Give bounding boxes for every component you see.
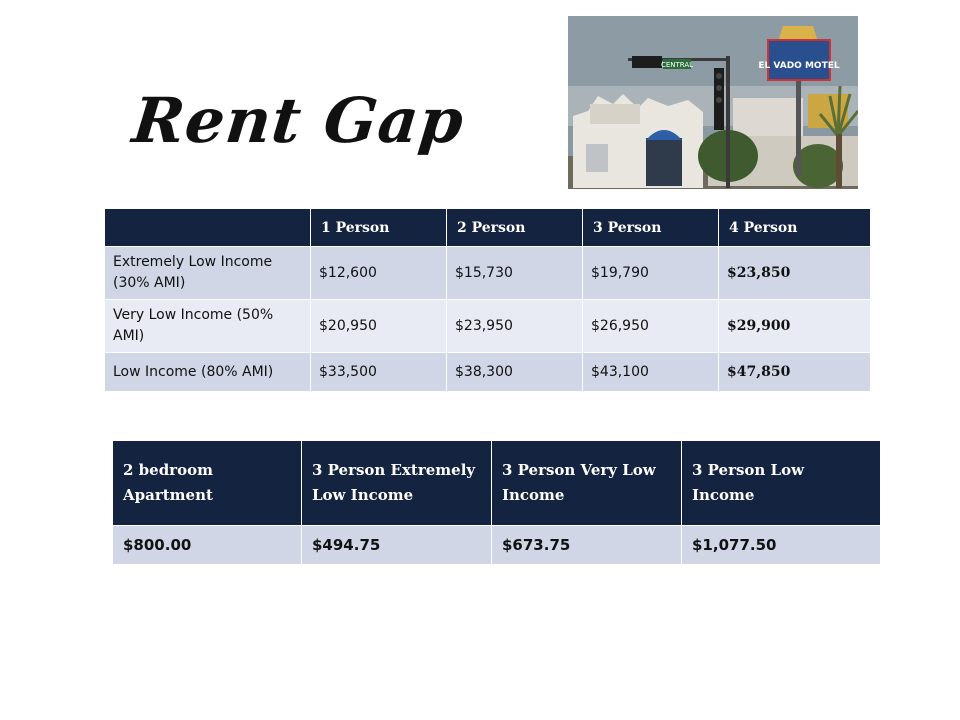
row-label: Extremely Low Income (30% AMI): [105, 247, 311, 300]
row-label: Low Income (80% AMI): [105, 353, 311, 392]
income-header-3-person: 3 Person: [583, 209, 719, 247]
table-row: [113, 526, 881, 565]
table-cell: $494.75: [302, 526, 492, 565]
motel-photo: [568, 16, 858, 189]
income-header-2-person: 2 Person: [447, 209, 583, 247]
table-cell: $47,850: [719, 353, 871, 392]
rent-header-low: 3 Person Low Income: [682, 441, 881, 526]
rent-header-extremely-low: 3 Person Extremely Low Income: [302, 441, 492, 526]
table-cell: $38,300: [447, 353, 583, 392]
table-cell: $19,790: [583, 247, 719, 300]
rent-comparison-table: [112, 440, 881, 565]
table-cell: $23,850: [719, 247, 871, 300]
rent-header-row: [113, 441, 881, 526]
rent-header-apartment: 2 bedroom Apartment: [113, 441, 302, 526]
row-label: Very Low Income (50% AMI): [105, 300, 311, 353]
income-header-1-person: 1 Person: [311, 209, 447, 247]
table-cell: $800.00: [113, 526, 302, 565]
table-row: [105, 353, 871, 392]
table-cell: $1,077.50: [682, 526, 881, 565]
table-row: [105, 300, 871, 353]
income-limits-table: [104, 208, 871, 392]
table-cell: $15,730: [447, 247, 583, 300]
table-cell: $26,950: [583, 300, 719, 353]
table-cell: $23,950: [447, 300, 583, 353]
table-row: [105, 247, 871, 300]
income-header-row: [105, 209, 871, 247]
motel-photo-illustration: [568, 16, 858, 189]
table-cell: $12,600: [311, 247, 447, 300]
income-header-blank: [105, 209, 311, 247]
table-cell: $43,100: [583, 353, 719, 392]
slide-title: Rent Gap: [129, 84, 468, 157]
motel-sign-text: EL VADO MOTEL: [758, 61, 840, 71]
table-cell: $20,950: [311, 300, 447, 353]
table-cell: $673.75: [492, 526, 682, 565]
table-cell: $29,900: [719, 300, 871, 353]
table-cell: $33,500: [311, 353, 447, 392]
income-header-4-person: 4 Person: [719, 209, 871, 247]
street-sign-text: CENTRAL: [660, 61, 694, 69]
rent-header-very-low: 3 Person Very Low Income: [492, 441, 682, 526]
